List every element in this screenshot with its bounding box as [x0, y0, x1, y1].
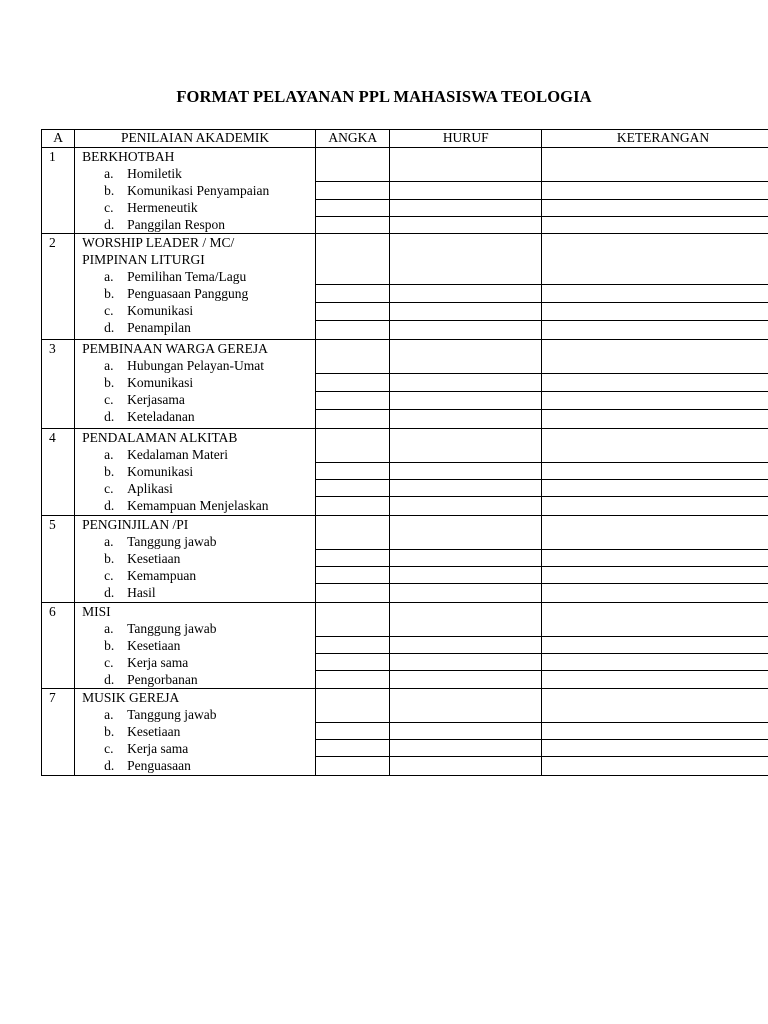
- angka-cell[interactable]: [316, 723, 390, 740]
- angka-cell[interactable]: [316, 654, 390, 671]
- item-text: Kesetiaan: [127, 551, 181, 566]
- keterangan-cell[interactable]: [542, 321, 768, 340]
- item-text: Kemampuan Menjelaskan: [127, 498, 269, 513]
- item-text: Kerja sama: [127, 655, 189, 670]
- huruf-cell[interactable]: [390, 567, 542, 584]
- angka-cell[interactable]: [316, 199, 390, 216]
- keterangan-cell[interactable]: [542, 480, 768, 497]
- huruf-cell[interactable]: [390, 689, 542, 723]
- table-row: [42, 234, 768, 285]
- list-item: [82, 268, 315, 285]
- huruf-cell[interactable]: [390, 584, 542, 603]
- section-number: 5: [42, 516, 75, 603]
- section-criteria: [75, 234, 316, 340]
- section-number: 4: [42, 429, 75, 516]
- item-text: Komunikasi Penyampaian: [127, 183, 270, 198]
- huruf-cell[interactable]: [390, 410, 542, 429]
- list-item: [82, 357, 315, 374]
- list-item: [82, 723, 315, 740]
- item-letter: b.: [104, 375, 115, 390]
- item-letter: c.: [104, 392, 114, 407]
- list-item: [82, 757, 315, 774]
- section-number: 7: [42, 689, 75, 776]
- section-title: PENGINJILAN /PI: [82, 517, 189, 532]
- keterangan-cell[interactable]: [542, 497, 768, 516]
- section-title: PEMBINAAN WARGA GEREJA: [82, 341, 268, 356]
- list-item: [82, 285, 315, 302]
- item-letter: b.: [104, 183, 115, 198]
- item-text: Hermeneutik: [127, 200, 198, 215]
- item-letter: d.: [104, 217, 115, 232]
- assessment-table: [41, 129, 768, 776]
- keterangan-cell[interactable]: [542, 374, 768, 392]
- list-item: [82, 446, 315, 463]
- list-item: [82, 302, 315, 319]
- list-item: [82, 391, 315, 408]
- angka-cell[interactable]: [316, 321, 390, 340]
- item-text: Tanggung jawab: [127, 534, 217, 549]
- huruf-cell[interactable]: [390, 497, 542, 516]
- item-letter: a.: [104, 534, 114, 549]
- angka-cell[interactable]: [316, 148, 390, 182]
- list-item: [82, 567, 315, 584]
- huruf-cell[interactable]: [390, 392, 542, 410]
- section-number: 6: [42, 603, 75, 689]
- header-huruf: HURUF: [390, 130, 542, 148]
- item-letter: d.: [104, 585, 115, 600]
- huruf-cell[interactable]: [390, 374, 542, 392]
- item-text: Aplikasi: [127, 481, 173, 496]
- item-letter: a.: [104, 269, 114, 284]
- item-letter: a.: [104, 166, 114, 181]
- angka-cell[interactable]: [316, 567, 390, 584]
- item-text: Pemilihan Tema/Lagu: [127, 269, 247, 284]
- angka-cell[interactable]: [316, 303, 390, 321]
- angka-cell[interactable]: [316, 584, 390, 603]
- keterangan-cell[interactable]: [542, 463, 768, 480]
- list-item: [82, 637, 315, 654]
- item-text: Tanggung jawab: [127, 621, 217, 636]
- table-header-row: [42, 130, 768, 148]
- item-text: Hubungan Pelayan-Umat: [127, 358, 264, 373]
- huruf-cell[interactable]: [390, 182, 542, 199]
- item-text: Penguasaan Panggung: [127, 286, 249, 301]
- item-letter: d.: [104, 672, 115, 687]
- section-criteria: [75, 516, 316, 603]
- item-letter: c.: [104, 200, 114, 215]
- section-title: BERKHOTBAH: [82, 149, 175, 164]
- list-item: [82, 550, 315, 567]
- item-letter: a.: [104, 707, 114, 722]
- keterangan-cell[interactable]: [542, 410, 768, 429]
- keterangan-cell[interactable]: [542, 550, 768, 567]
- item-letter: c.: [104, 741, 114, 756]
- item-text: Kerja sama: [127, 741, 189, 756]
- list-item: [82, 497, 315, 514]
- list-item: [82, 620, 315, 637]
- list-item: [82, 671, 315, 688]
- huruf-cell[interactable]: [390, 234, 542, 285]
- item-text: Kesetiaan: [127, 638, 181, 653]
- item-text: Tanggung jawab: [127, 707, 217, 722]
- angka-cell[interactable]: [316, 374, 390, 392]
- angka-cell[interactable]: [316, 410, 390, 429]
- keterangan-cell[interactable]: [542, 516, 768, 550]
- item-letter: b.: [104, 724, 115, 739]
- list-item: [82, 463, 315, 480]
- item-letter: a.: [104, 358, 114, 373]
- angka-cell[interactable]: [316, 234, 390, 285]
- keterangan-cell[interactable]: [542, 392, 768, 410]
- angka-cell[interactable]: [316, 603, 390, 637]
- angka-cell[interactable]: [316, 392, 390, 410]
- huruf-cell[interactable]: [390, 603, 542, 637]
- item-text: Pengorbanan: [127, 672, 198, 687]
- page-title: FORMAT PELAYANAN PPL MAHASISWA TEOLOGIA: [176, 87, 592, 106]
- huruf-cell[interactable]: [390, 148, 542, 182]
- keterangan-cell[interactable]: [542, 285, 768, 303]
- header-a: A: [42, 130, 75, 148]
- angka-cell[interactable]: [316, 516, 390, 550]
- keterangan-cell[interactable]: [542, 340, 768, 374]
- section-title: MUSIK GEREJA: [82, 690, 180, 705]
- keterangan-cell[interactable]: [542, 429, 768, 463]
- huruf-cell[interactable]: [390, 671, 542, 689]
- item-letter: d.: [104, 758, 115, 773]
- item-letter: d.: [104, 320, 115, 335]
- angka-cell[interactable]: [316, 429, 390, 463]
- huruf-cell[interactable]: [390, 740, 542, 757]
- list-item: [82, 199, 315, 216]
- keterangan-cell[interactable]: [542, 199, 768, 216]
- item-text: Penampilan: [127, 320, 191, 335]
- item-letter: d.: [104, 498, 115, 513]
- keterangan-cell[interactable]: [542, 584, 768, 603]
- item-text: Panggilan Respon: [127, 217, 225, 232]
- item-text: Kedalaman Materi: [127, 447, 228, 462]
- item-letter: d.: [104, 409, 115, 424]
- table-row: [42, 516, 768, 550]
- keterangan-cell[interactable]: [542, 654, 768, 671]
- section-criteria: [75, 429, 316, 516]
- item-letter: a.: [104, 621, 114, 636]
- keterangan-cell[interactable]: [542, 740, 768, 757]
- list-item: [82, 533, 315, 550]
- huruf-cell[interactable]: [390, 480, 542, 497]
- section-number: 1: [42, 148, 75, 234]
- huruf-cell[interactable]: [390, 463, 542, 480]
- section-title: PENDALAMAN ALKITAB: [82, 430, 238, 445]
- item-text: Homiletik: [127, 166, 182, 181]
- angka-cell[interactable]: [316, 671, 390, 689]
- keterangan-cell[interactable]: [542, 689, 768, 723]
- item-text: Penguasaan: [127, 758, 191, 773]
- huruf-cell[interactable]: [390, 757, 542, 776]
- huruf-cell[interactable]: [390, 216, 542, 233]
- item-letter: a.: [104, 447, 114, 462]
- header-penilaian: PENILAIAN AKADEMIK: [75, 130, 316, 148]
- list-item: [82, 408, 315, 425]
- keterangan-cell[interactable]: [542, 637, 768, 654]
- item-text: Kemampuan: [127, 568, 197, 583]
- huruf-cell[interactable]: [390, 321, 542, 340]
- section-number: 2: [42, 234, 75, 340]
- item-text: Kesetiaan: [127, 724, 181, 739]
- huruf-cell[interactable]: [390, 285, 542, 303]
- keterangan-cell[interactable]: [542, 148, 768, 182]
- angka-cell[interactable]: [316, 740, 390, 757]
- keterangan-cell[interactable]: [542, 723, 768, 740]
- table-row: [42, 603, 768, 637]
- angka-cell[interactable]: [316, 182, 390, 199]
- table-row: [42, 689, 768, 723]
- angka-cell[interactable]: [316, 757, 390, 776]
- huruf-cell[interactable]: [390, 516, 542, 550]
- keterangan-cell[interactable]: [542, 182, 768, 199]
- table-body: [42, 148, 768, 776]
- huruf-cell[interactable]: [390, 723, 542, 740]
- item-text: Komunikasi: [127, 375, 194, 390]
- list-item: [82, 319, 315, 336]
- angka-cell[interactable]: [316, 689, 390, 723]
- table-row: [42, 148, 768, 182]
- item-letter: b.: [104, 464, 115, 479]
- item-letter: c.: [104, 568, 114, 583]
- list-item: [82, 182, 315, 199]
- huruf-cell[interactable]: [390, 340, 542, 374]
- keterangan-cell[interactable]: [542, 303, 768, 321]
- table-row: [42, 340, 768, 374]
- huruf-cell[interactable]: [390, 550, 542, 567]
- angka-cell[interactable]: [316, 480, 390, 497]
- section-criteria: [75, 340, 316, 429]
- angka-cell[interactable]: [316, 497, 390, 516]
- section-criteria: [75, 689, 316, 776]
- item-text: Keteladanan: [127, 409, 195, 424]
- angka-cell[interactable]: [316, 463, 390, 480]
- item-letter: c.: [104, 303, 114, 318]
- list-item: [82, 654, 315, 671]
- list-item: [82, 706, 315, 723]
- angka-cell[interactable]: [316, 550, 390, 567]
- item-text: Komunikasi: [127, 464, 194, 479]
- section-number: 3: [42, 340, 75, 429]
- keterangan-cell[interactable]: [542, 216, 768, 233]
- section-criteria: [75, 148, 316, 234]
- huruf-cell[interactable]: [390, 429, 542, 463]
- table-row: [42, 429, 768, 463]
- list-item: [82, 165, 315, 182]
- angka-cell[interactable]: [316, 637, 390, 654]
- list-item: [82, 216, 315, 233]
- list-item: [82, 740, 315, 757]
- item-text: Komunikasi: [127, 303, 194, 318]
- header-keterangan: KETERANGAN: [542, 130, 768, 148]
- keterangan-cell[interactable]: [542, 603, 768, 637]
- item-letter: b.: [104, 286, 115, 301]
- angka-cell[interactable]: [316, 340, 390, 374]
- keterangan-cell[interactable]: [542, 757, 768, 776]
- keterangan-cell[interactable]: [542, 671, 768, 689]
- huruf-cell[interactable]: [390, 199, 542, 216]
- item-letter: c.: [104, 655, 114, 670]
- header-angka: ANGKA: [316, 130, 390, 148]
- angka-cell[interactable]: [316, 216, 390, 233]
- keterangan-cell[interactable]: [542, 567, 768, 584]
- item-letter: b.: [104, 551, 115, 566]
- list-item: [82, 374, 315, 391]
- huruf-cell[interactable]: [390, 654, 542, 671]
- angka-cell[interactable]: [316, 285, 390, 303]
- list-item: [82, 584, 315, 601]
- item-text: Kerjasama: [127, 392, 185, 407]
- section-title: WORSHIP LEADER / MC/: [82, 235, 235, 250]
- section-title: MISI: [82, 604, 111, 619]
- huruf-cell[interactable]: [390, 303, 542, 321]
- section-title: PIMPINAN LITURGI: [82, 252, 205, 267]
- section-criteria: [75, 603, 316, 689]
- item-letter: b.: [104, 638, 115, 653]
- keterangan-cell[interactable]: [542, 234, 768, 285]
- list-item: [82, 480, 315, 497]
- huruf-cell[interactable]: [390, 637, 542, 654]
- item-letter: c.: [104, 481, 114, 496]
- item-text: Hasil: [127, 585, 156, 600]
